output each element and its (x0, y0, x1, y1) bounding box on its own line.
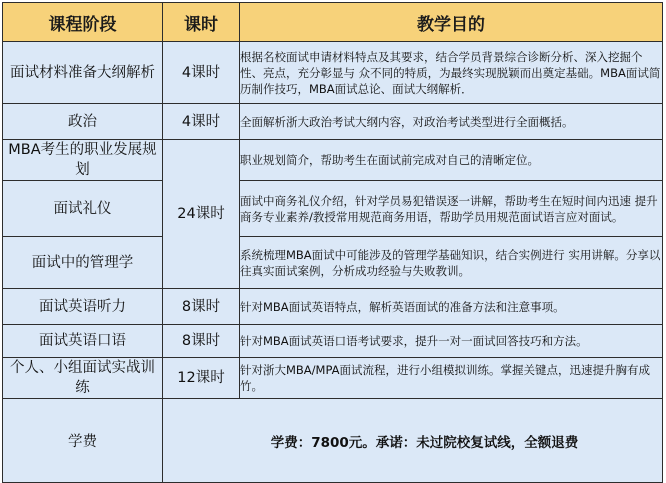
goal-cell: 面试中商务礼仪介绍，针对学员易犯错误逐一讲解，帮助考生在短时间内迅速 提升商务专业素养/教授常用规范商务用语，帮助学员用规范面试语言应对面试。 (240, 181, 663, 237)
hours-cell: 4课时 (163, 104, 240, 140)
header-stage: 课程阶段 (3, 3, 163, 42)
goal-cell: 针对浙大MBA/MPA面试流程，进行小组模拟训练。掌握关键点，迅速提升胸有成竹。 (240, 358, 663, 399)
table-row (3, 42, 663, 104)
goal-cell: 系统梳理MBA面试中可能涉及的管理学基础知识，结合实例进行 实用讲解。分享以往真实面试案例，分析成功经验与失败教训。 (240, 237, 663, 289)
goal-cell: 职业规划简介，帮助考生在面试前完成对自己的清晰定位。 (240, 140, 663, 181)
stage-cell: 个人、小组面试实战训练 (3, 358, 163, 399)
goal-cell: 根据名校面试申请材料特点及其要求，结合学员背景综合诊断分析、深入挖掘个性、亮点，充分彰显与 众不同的特质，为最终实现脱颖而出奠定基础。MBA面试简历制作技巧，MBA面试总论、面试大纲解析． (240, 42, 663, 104)
table-row (3, 140, 663, 181)
goal-cell: 针对MBA面试英语特点，解析英语面试的准备方法和注意事项。 (240, 289, 663, 325)
fee-row (3, 399, 663, 483)
stage-cell: MBA考生的职业发展规划 (3, 140, 163, 181)
goal-cell: 全面解析浙大政治考试大纲内容，对政治考试类型进行全面概括。 (240, 104, 663, 140)
hours-cell: 8课时 (163, 289, 240, 325)
table-row (3, 325, 663, 358)
course-table (2, 2, 663, 483)
goal-cell: 针对MBA面试英语口语考试要求，提升一对一面试回答技巧和方法。 (240, 325, 663, 358)
stage-cell: 面试中的管理学 (3, 237, 163, 289)
hours-cell: 12课时 (163, 358, 240, 399)
hours-cell: 24课时 (163, 140, 240, 289)
fee-text: 学费：7800元。承诺：未过院校复试线，全额退费 (270, 434, 579, 451)
table-row (3, 289, 663, 325)
hours-cell: 8课时 (163, 325, 240, 358)
header-hours: 课时 (163, 3, 240, 42)
table-row (3, 104, 663, 140)
stage-cell: 面试材料准备大纲解析 (3, 42, 163, 104)
header-row (3, 3, 663, 42)
stage-cell: 面试礼仪 (3, 181, 163, 237)
header-goal: 教学目的 (240, 3, 663, 42)
stage-cell: 政治 (3, 104, 163, 140)
stage-cell: 面试英语口语 (3, 325, 163, 358)
fee-cell (163, 399, 663, 483)
table-row (3, 237, 663, 289)
table-row (3, 181, 663, 237)
stage-cell: 面试英语听力 (3, 289, 163, 325)
table-row (3, 358, 663, 399)
fee-label: 学费 (3, 399, 163, 483)
hours-cell: 4课时 (163, 42, 240, 104)
